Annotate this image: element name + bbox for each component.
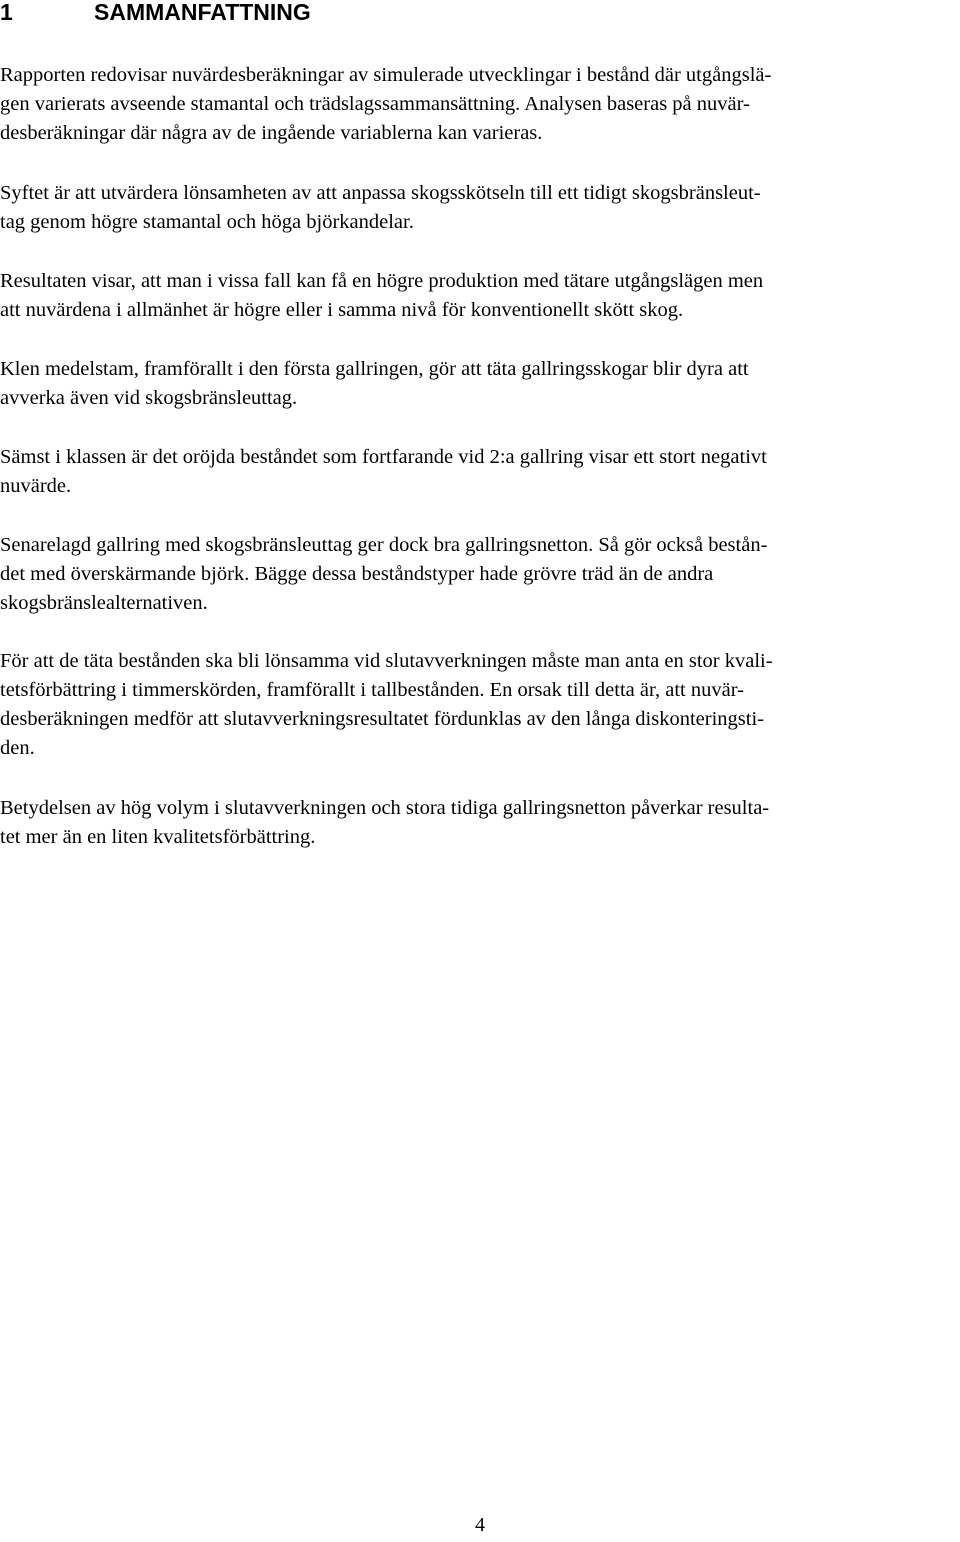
- text-line: skogsbränslealternativen.: [0, 592, 208, 614]
- text-line: För att de täta bestånden ska bli lönsamma vid slutavverkningen måste man anta en stor kvali-: [0, 650, 773, 672]
- text-line: Resultaten visar, att man i vissa fall kan få en högre produktion med tätare utgångslägen men: [0, 270, 764, 292]
- paragraph-6: [0, 531, 956, 618]
- paragraph-3: [0, 267, 956, 325]
- paragraph-4: [0, 355, 956, 413]
- text-line: Betydelsen av hög volym i slutavverkningen och stora tidiga gallringsnetton påverkar resulta-: [0, 797, 770, 819]
- text-line: Syftet är att utvärdera lönsamheten av att anpassa skogsskötseln till ett tidigt skogsbränsleut-: [0, 182, 761, 204]
- text-line: Senarelagd gallring med skogsbränsleuttag ger dock bra gallringsnetton. Så gör också bestån-: [0, 534, 768, 556]
- text-line: nuvärde.: [0, 475, 72, 497]
- text-line: avverka även vid skogsbränsleuttag.: [0, 387, 298, 409]
- section-heading: [0, 0, 311, 28]
- text-line: desberäkningen medför att slutavverkningsresultatet fördunklas av den långa diskonteringsti-: [0, 708, 764, 730]
- text-line: desberäkningar där några av de ingående variablerna kan varieras.: [0, 122, 543, 144]
- text-line: tag genom högre stamantal och höga björkandelar.: [0, 211, 414, 233]
- text-line: att nuvärdena i allmänhet är högre eller i samma nivå för konventionellt skött skog.: [0, 299, 684, 321]
- text-line: tetsförbättring i timmerskörden, framförallt i tallbestånden. En orsak till detta är, att nuvär-: [0, 679, 744, 701]
- paragraph-2: [0, 179, 956, 237]
- text-line: tet mer än en liten kvalitetsförbättring.: [0, 826, 316, 848]
- paragraph-5: [0, 443, 956, 501]
- text-line: Klen medelstam, framförallt i den första gallringen, gör att täta gallringsskogar blir dyra att: [0, 358, 749, 380]
- page-number: 4: [475, 1514, 485, 1536]
- text-line: Sämst i klassen är det oröjda beståndet som fortfarande vid 2:a gallring visar ett stort negativt: [0, 446, 767, 468]
- section-number: 1: [0, 0, 13, 25]
- text-line: den.: [0, 737, 35, 759]
- text-line: gen varierats avseende stamantal och trädslagssammansättning. Analysen baseras på nuvär-: [0, 93, 750, 115]
- text-line: det med överskärmande björk. Bägge dessa beståndstyper hade grövre träd än de andra: [0, 563, 714, 585]
- section-title: SAMMANFATTNING: [94, 0, 311, 25]
- paragraph-7: [0, 647, 956, 763]
- paragraph-1: [0, 61, 956, 148]
- text-line: Rapporten redovisar nuvärdesberäkningar av simulerade utvecklingar i bestånd där utgångslä-: [0, 64, 772, 86]
- paragraph-8: [0, 794, 956, 852]
